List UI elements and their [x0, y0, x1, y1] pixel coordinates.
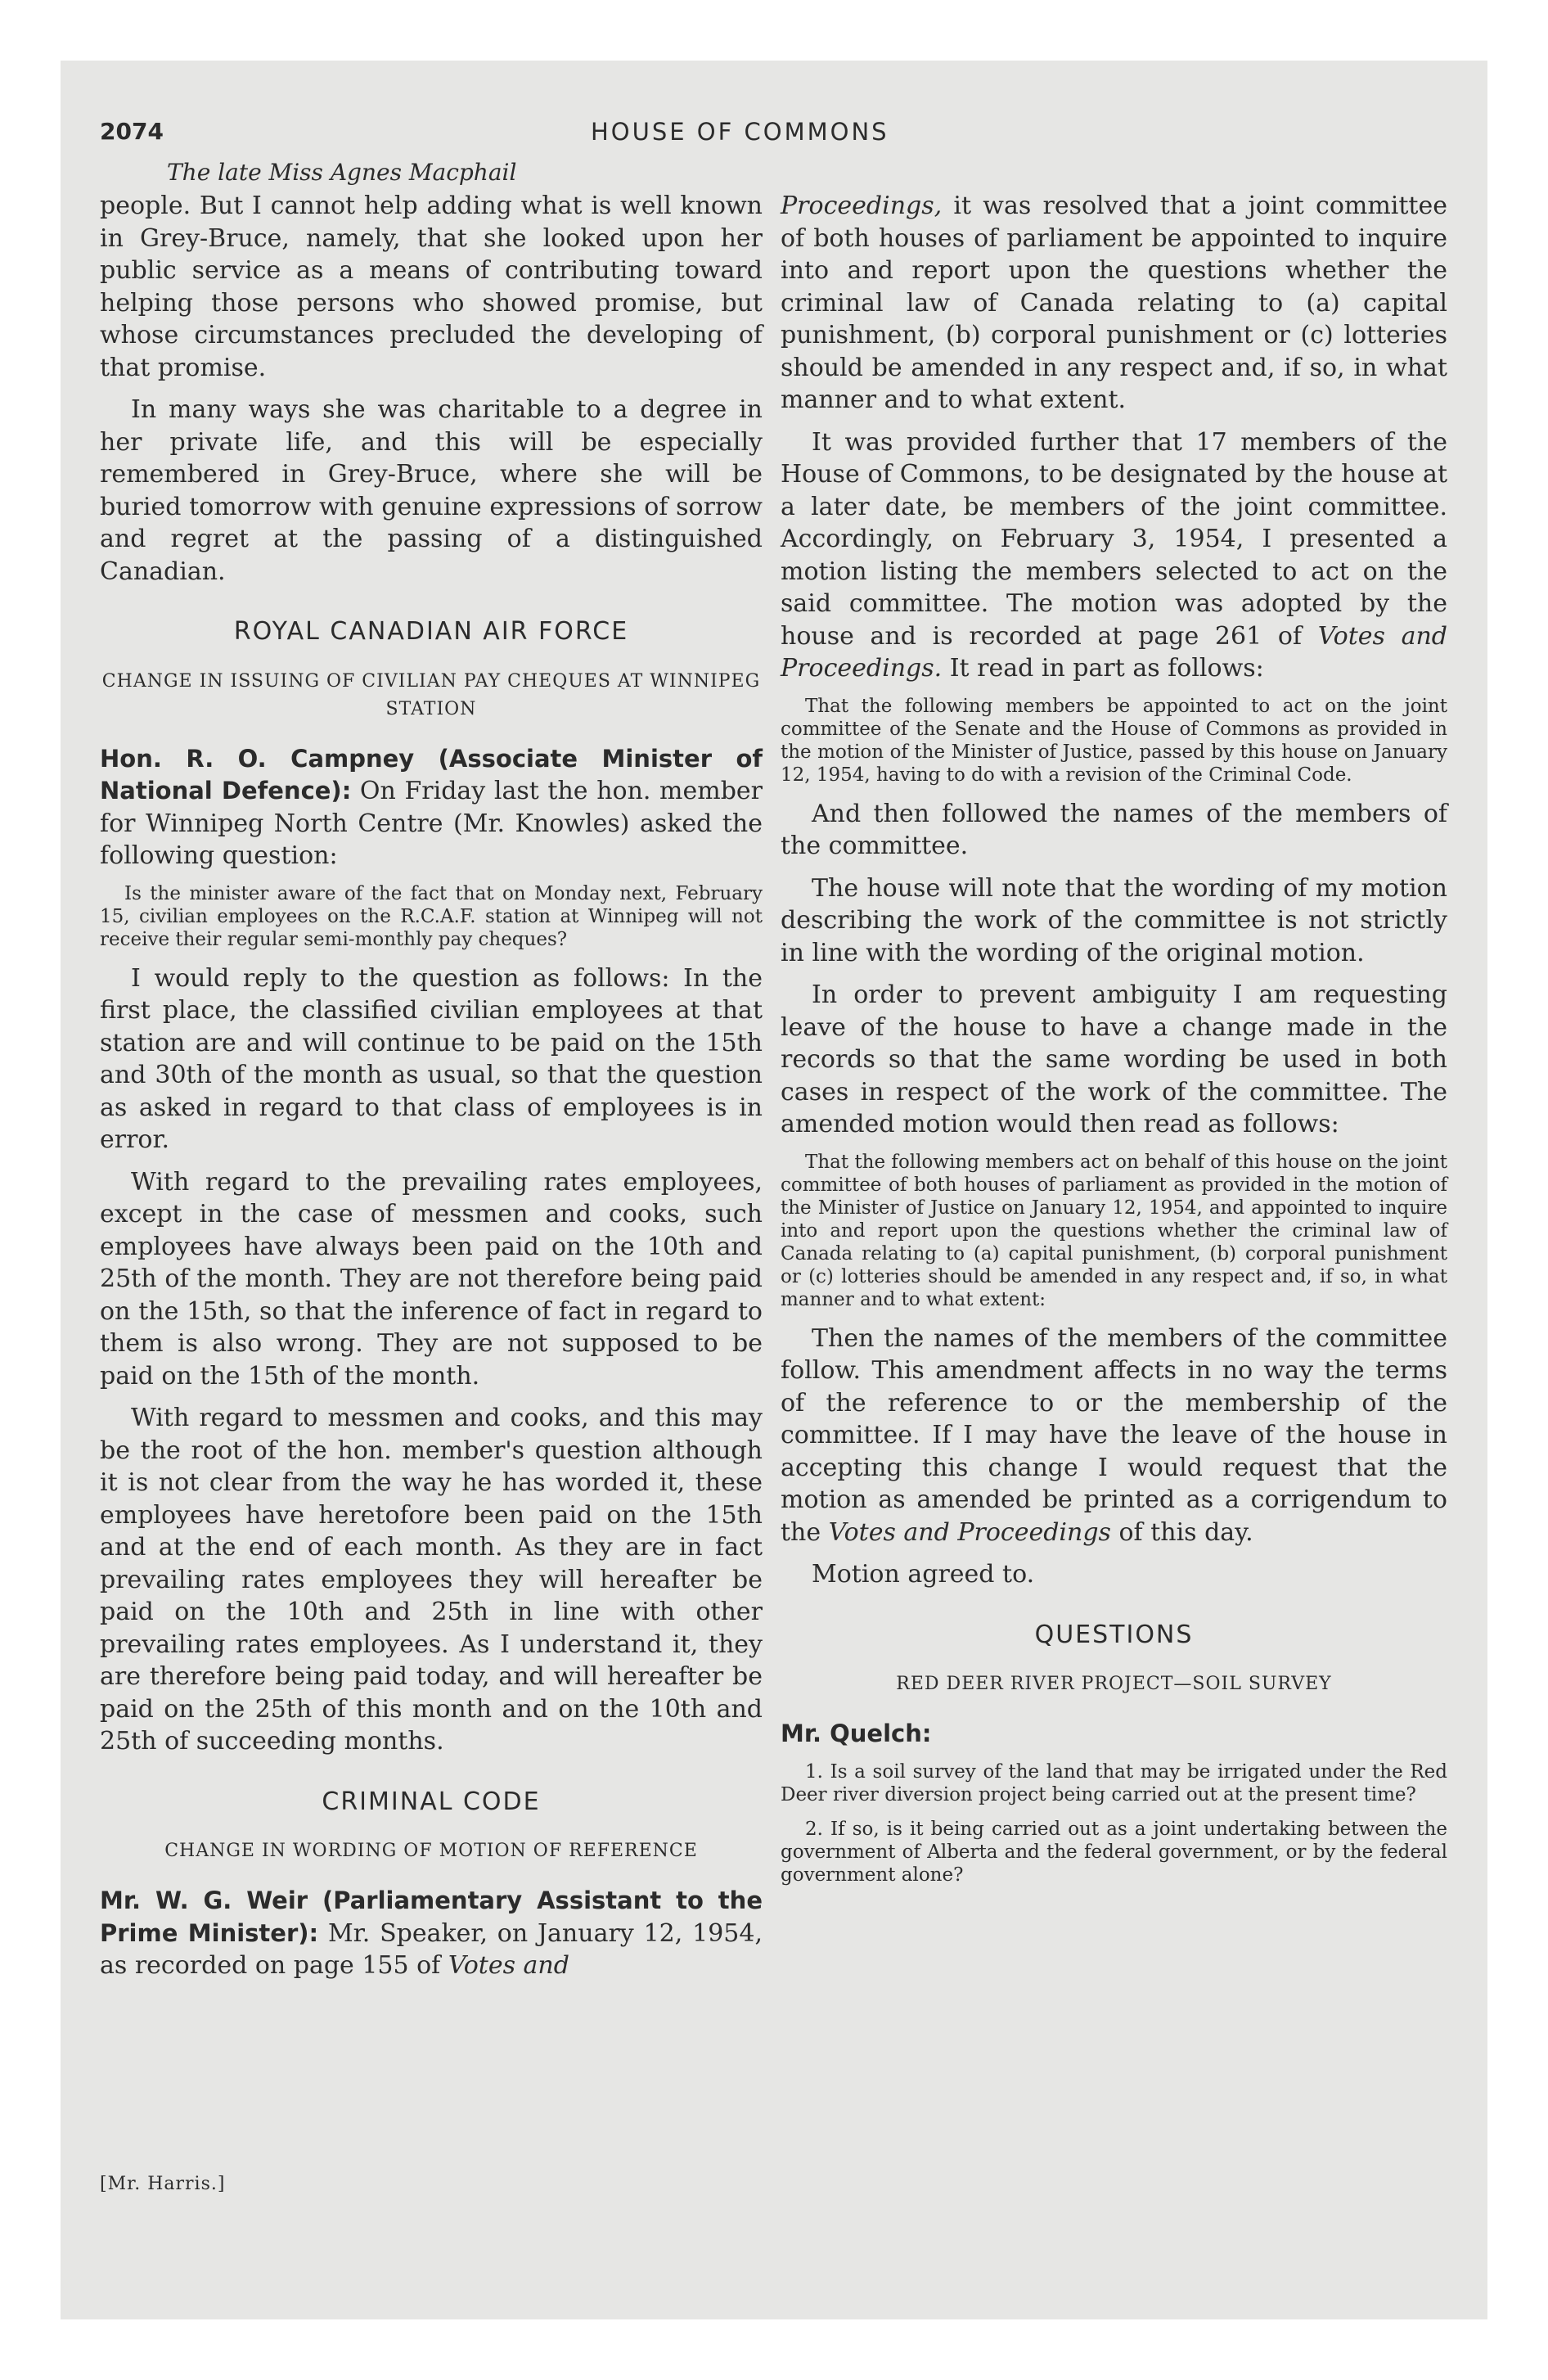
paragraph-text: It read in part as follows: — [942, 654, 1264, 683]
paragraph: In order to prevent ambiguity I am requesting leave of the house to have a change made in the records so that the same wording be used in both cases in respect of the work of the committee. The amended motion would then read as follows: — [781, 980, 1447, 1138]
section-heading-questions: QUESTIONS — [1034, 1620, 1194, 1649]
italic-title: Proceedings, — [781, 192, 943, 220]
right-column — [781, 190, 1447, 1898]
paragraph: I would reply to the question as follows: In the first place, the classified civilian employees at that station are and will continue to be paid on the 15th and 30th of the month as usual, so that the question as asked in regard to that class of employees is in error. — [100, 963, 763, 1154]
paragraph-text: Then the names of the members of the committee follow. This amendment affects in no way the terms of the reference to or the membership of the committee. If I may have the leave of the house in accepting this change I would request that the motion as amended be printed as a corrigendum to the — [781, 1323, 1447, 1547]
speech-campney — [100, 743, 763, 872]
paragraph-text: it was resolved that a joint committee of both houses of parliament be appointed to inquire into and report upon the questions whether the criminal law of Canada relating to (a) capital punishment, (b) corporal punishment or (c) lotteries should be amended in any respect and, if so, in what manner and to what extent. — [781, 192, 1447, 414]
speech-weir — [100, 1885, 763, 1982]
paragraph: With regard to the prevailing rates employees, except in the case of messmen and cooks, such employees have always been paid on the 10th and 25th of the month. They are not therefore being paid on the 15th, so that the inference of fact in regard to them is also wrong. They are not supposed to be paid on the 15th of the month. — [100, 1167, 763, 1391]
speaker-name: Mr. W. G. Weir (Parliamentary Assistant to the Prime Minister): — [100, 1886, 763, 1947]
page-header — [100, 118, 992, 154]
speaker-name: Hon. R. O. Campney (Associate Minister of National Defence): — [100, 744, 763, 805]
paragraph: people. But I cannot help adding what is well known in Grey-Bruce, namely, that she looked upon her public service as a means of contributing toward helping those persons who showed promise, but whose circumstances precluded the developing of that promise. — [100, 192, 763, 382]
publication-title: HOUSE OF COMMONS — [591, 118, 889, 146]
left-column — [100, 190, 763, 1992]
speech-text: On Friday last the hon. member for Winnipeg North Centre (Mr. Knowles) asked the following question: — [100, 777, 763, 870]
paragraph — [781, 190, 1447, 417]
paragraph-text: of this day. — [1110, 1517, 1253, 1547]
running-head: The late Miss Agnes Macphail — [167, 159, 517, 186]
question-1: 1. Is a soil survey of the land that may be irrigated under the Red Deer river diversion project being carried out at the present time? — [781, 1760, 1447, 1805]
quoted-motion: That the following members be appointed to act on the joint committee of the Senate and the House of Commons as provided in the motion of the Minister of Justice, passed by this house on January 12, 1954, having to do with a revision of the Criminal Code. — [781, 695, 1447, 786]
italic-title: Votes and — [448, 1951, 569, 1980]
page-number: 2074 — [100, 118, 164, 145]
paragraph-text: It was provided further that 17 members of the House of Commons, to be designated by the house at a later date, be members of the joint committee. Accordingly, on February 3, 1954, I presented a motion listing the members selected to act on the said committee. The motion was adopted by the house and is recorded at page 261 of — [781, 427, 1447, 651]
italic-title: Votes and Proceedings. — [781, 621, 1448, 683]
paragraph: The house will note that the wording of my motion describing the work of the committee is not strictly in line with the wording of the original motion. — [781, 873, 1447, 967]
paragraph — [781, 426, 1447, 685]
subheading-red-deer: RED DEER RIVER PROJECT—SOIL SURVEY — [896, 1674, 1332, 1694]
italic-title: Votes and Proceedings — [828, 1517, 1111, 1547]
speech-text: Mr. Speaker, on January 12, 1954, as recorded on page 155 of — [100, 1918, 763, 1980]
speaker-name: Mr. Quelch: — [781, 1720, 932, 1747]
speaker-line — [781, 1718, 1447, 1751]
section-heading-rcaf: ROYAL CANADIAN AIR FORCE — [233, 617, 629, 646]
subheading-motion-reference: CHANGE IN WORDING OF MOTION OF REFERENCE — [164, 1841, 698, 1861]
quoted-question: Is the minister aware of the fact that on Monday next, February 15, civilian employees on the R.C.A.F. station at Winnipeg will not receive their regular semi-monthly pay cheques? — [100, 882, 763, 950]
paragraph: And then followed the names of the members of the committee. — [781, 799, 1447, 860]
section-heading-criminal-code: CRIMINAL CODE — [322, 1787, 541, 1816]
paragraph: In many ways she was charitable to a degree in her private life, and this will be especially remembered in Grey-Bruce, where she will be buried tomorrow with genuine expressions of sorrow and regret at the passing of a distinguished Canadian. — [100, 395, 763, 586]
paragraph — [781, 1323, 1447, 1549]
speaker-attribution: [Mr. Harris.] — [100, 2174, 226, 2194]
subheading-pay-cheques: CHANGE IN ISSUING OF CIVILIAN PAY CHEQUES AT WINNIPEG STATION — [101, 670, 761, 719]
question-2: 2. If so, is it being carried out as a joint undertaking between the government of Alberta and the federal government, or by the federal government alone? — [781, 1818, 1447, 1886]
page — [61, 61, 1487, 2319]
paragraph: With regard to messmen and cooks, and this may be the root of the hon. member's question although it is not clear from the way he has worded it, these employees have heretofore been paid on the 15th and at the end of each month. As they are in fact prevailing rates employees they will hereafter be paid on the 10th and 25th in line with other prevailing rates employees. As I understand it, they are therefore being paid today, and will hereafter be paid on the 25th of this month and on the 10th and 25th of succeeding months. — [100, 1404, 763, 1756]
quoted-amended-motion: That the following members act on behalf of this house on the joint committee of both houses of parliament as provided in the motion of the Minister of Justice on January 12, 1954, and appointed to inquire into and report upon the questions whether the criminal law of Canada relating to (a) capital punishment, (b) corporal punishment or (c) lotteries should be amended in any respect and, if so, in what manner and to what extent: — [781, 1151, 1447, 1310]
paragraph: Motion agreed to. — [812, 1560, 1035, 1589]
